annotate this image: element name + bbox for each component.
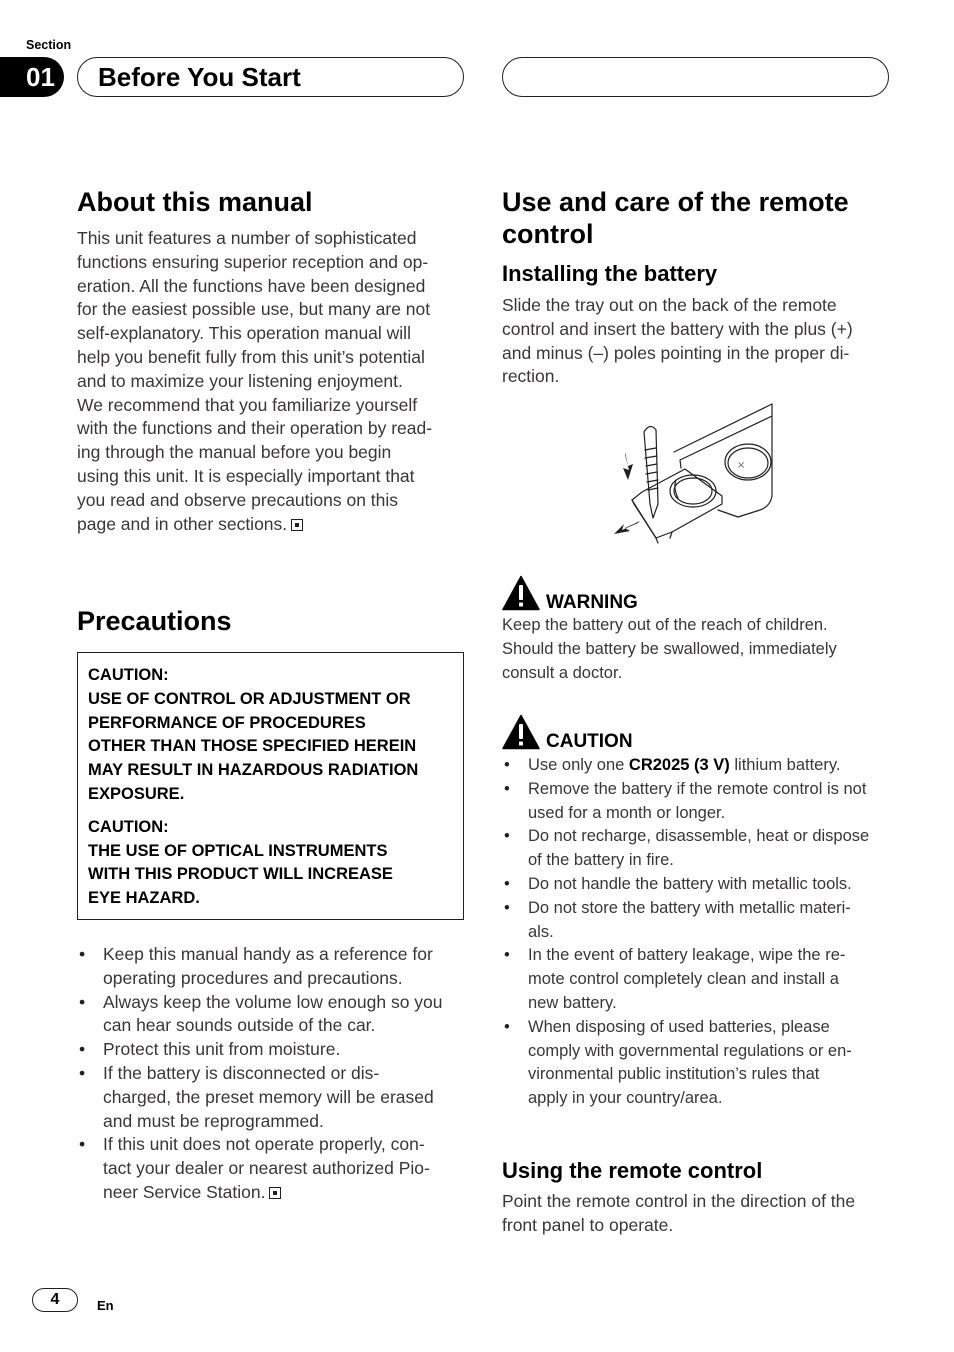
installing-battery-text: Slide the tray out on the back of the remote control and insert the battery with the plus (+) and minus (–) poles pointing in the proper di- rection.	[502, 295, 853, 387]
warning-text: Keep the battery out of the reach of children. Should the battery be swallowed, immediately consult a doctor.	[502, 616, 837, 682]
about-manual-text: This unit features a number of sophisticated functions ensuring superior reception and op- eration. All the functions have been designed for the easiest possible use, but many are not self-explanatory. This operation manual will help you benefit fully from this unit’s potential and to maximize your listening enjoyment. We recommend that you familiarize yourself with the functions and their operation by read- ing through the manual before you begin using this unit. It is especially important that you read and observe precautions on this page and in other sections.	[77, 228, 433, 534]
battery-plus-mark: ×	[737, 460, 746, 471]
section-number-badge: 01	[0, 57, 64, 97]
empty-header-frame	[502, 57, 889, 97]
warning-heading: WARNING	[502, 575, 638, 611]
precautions-heading: Precautions	[77, 606, 232, 636]
battery-caution-list	[502, 754, 902, 1111]
caution-triangle-icon	[502, 714, 540, 750]
caution-block-1: CAUTION: USE OF CONTROL OR ADJUSTMENT OR PERFORMANCE OF PROCEDURES OTHER THAN THOSE SPECIFIED HEREIN MAY RESULT IN HAZARDOUS RADIATION EXPOSURE.	[88, 666, 419, 803]
using-remote-heading: Using the remote control	[502, 1158, 763, 1183]
warning-triangle-icon	[502, 575, 540, 611]
using-remote-text: Point the remote control in the direction of the front panel to operate.	[502, 1191, 856, 1235]
list-item: • In the event of battery leakage, wipe the re- mote control completely clean and install a new battery.	[502, 944, 902, 1015]
battery-tray-illustration	[610, 400, 780, 545]
list-item: • Use only one CR2025 (3 V) lithium battery.	[502, 754, 902, 778]
about-manual-heading: About this manual	[77, 187, 313, 217]
remote-care-heading: Use and care of the remote control	[502, 187, 849, 249]
installing-battery-heading: Installing the battery	[502, 261, 718, 286]
list-item: • Do not recharge, disassemble, heat or dispose of the battery in fire.	[502, 825, 902, 873]
laser-caution-box	[77, 652, 464, 920]
caution-heading: CAUTION	[502, 714, 633, 750]
precautions-list	[77, 943, 469, 1205]
list-item: • Remove the battery if the remote control is not used for a month or longer.	[502, 778, 902, 826]
list-item: • Keep this manual handy as a reference for operating procedures and precautions.	[77, 943, 469, 991]
page-number: 4	[32, 1288, 78, 1312]
list-item: • Always keep the volume low enough so you can hear sounds outside of the car.	[77, 991, 469, 1039]
list-item: • Protect this unit from moisture.	[77, 1038, 469, 1062]
section-label: Section	[26, 38, 72, 52]
language-code: En	[97, 1298, 114, 1313]
list-item: • Do not store the battery with metallic materi- als.	[502, 897, 902, 945]
end-mark-icon	[269, 1187, 281, 1199]
end-mark-icon	[291, 519, 303, 531]
list-item: • If this unit does not operate properly, con- tact your dealer or nearest authorized Pio- neer Service Station.	[77, 1133, 469, 1204]
list-item: • When disposing of used batteries, please comply with governmental regulations or en- vironmental public institution’s rules that apply in your country/area.	[502, 1016, 902, 1111]
list-item: • If the battery is disconnected or dis- charged, the preset memory will be erased and must be reprogrammed.	[77, 1062, 469, 1133]
section-title: Before You Start	[98, 62, 301, 92]
list-item: • Do not handle the battery with metallic tools.	[502, 873, 902, 897]
caution-block-2: CAUTION: THE USE OF OPTICAL INSTRUMENTS WITH THIS PRODUCT WILL INCREASE EYE HAZARD.	[88, 817, 393, 908]
